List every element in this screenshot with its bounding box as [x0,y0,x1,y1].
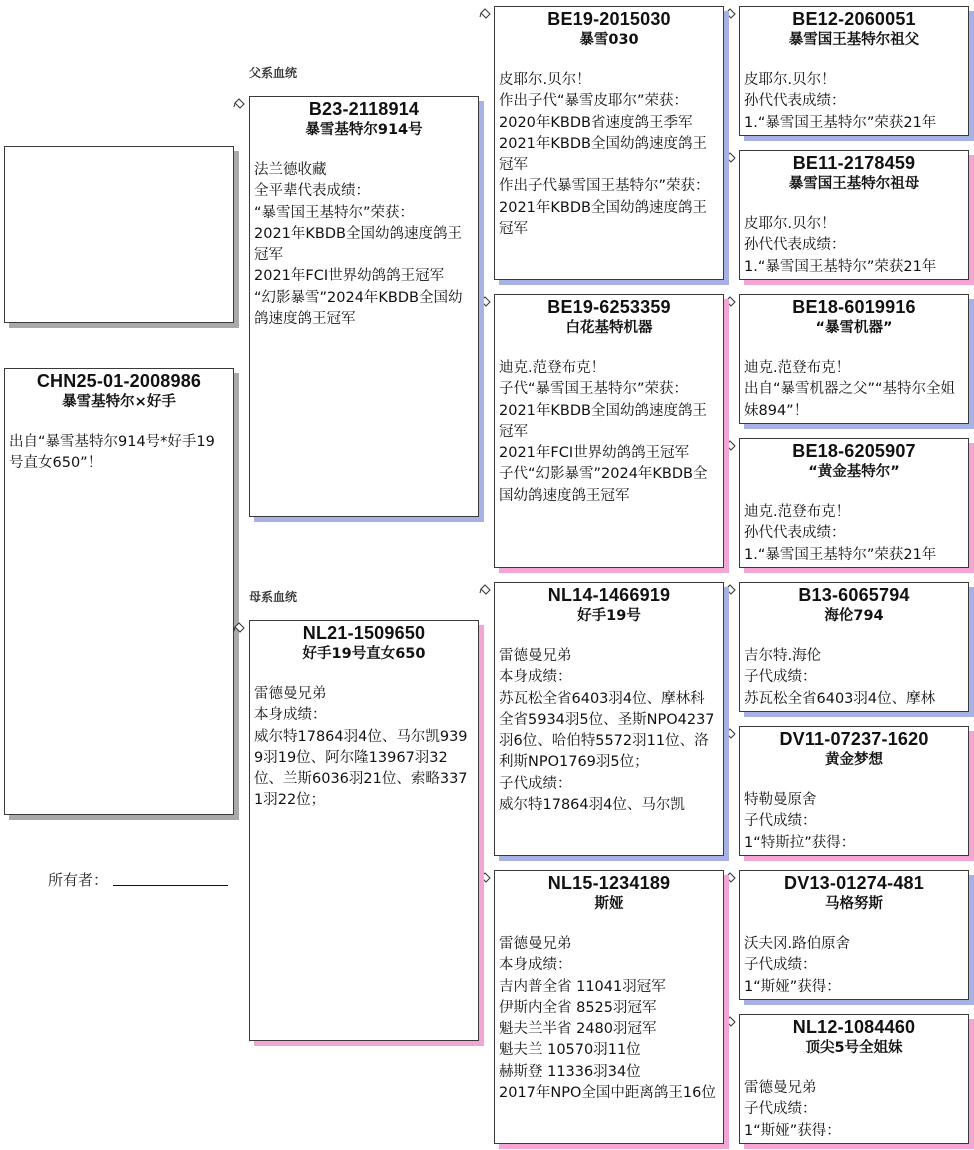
ggp4-ring: BE18-6205907 [792,441,916,461]
dam-sire-name: 好手19号 [577,608,641,624]
paint-bucket-icon[interactable] [723,295,737,309]
ggp5-ring: B13-6065794 [798,585,910,605]
sire-sire-text: 皮耶尔.贝尔！ 作出子代“暴雪皮耶尔”荣获： 2020年KBDB省速度鸽王季军 2021年KBDB全国幼鸽速度鸽王冠军 作出子代暴雪国王基特尔”荣获： 2021年KBDB全国幼鸽速度鸽王冠军 [499,72,710,238]
ggp1-name: 暴雪国王基特尔祖父 [788,32,920,48]
subject-name: 暴雪基特尔×好手 [62,394,176,410]
subject-text: 出自“暴雪基特尔914号*好手19号直女650”！ [9,434,215,472]
dam-dam-ring: NL15-1234189 [547,873,671,893]
ggp7-text: 沃夫冈.路伯原舍 子代成绩： 1“斯娅”获得： [744,936,851,995]
great-grandparent-card-8[interactable] [739,1014,969,1144]
sire-ring: B23-2118914 [308,99,420,119]
ggp2-name: 暴雪国王基特尔祖母 [788,176,920,192]
ggp7-name: 马格努斯 [825,896,883,912]
ggp1-ring: BE12-2060051 [792,9,916,29]
ggp8-text: 雷德曼兄弟 子代成绩： 1“斯娅”获得： [744,1080,841,1139]
sire-line-label: 父系血统 [249,66,298,80]
ggp8-name: 顶尖5号全姐妹 [805,1040,903,1056]
paint-bucket-icon[interactable] [723,583,737,597]
ggp5-name: 海伦794 [824,608,884,624]
ggp8-ring: NL12-1084460 [792,1017,916,1037]
dam-dam-card[interactable] [494,870,724,1144]
great-grandparent-card-3[interactable] [739,294,969,424]
dam-sire-card[interactable] [494,582,724,856]
dam-name: 好手19号直女650 [302,646,426,662]
sire-dam-card[interactable] [494,294,724,568]
dam-ring: NL21-1509650 [302,623,426,643]
photo-placeholder[interactable] [4,146,234,323]
dam-text: 雷德曼兄弟 本身成绩： 威尔特17864羽4位、马尔凯9399羽19位、阿尔隆13967羽32位、兰斯6036羽21位、索略3371羽22位； [254,686,468,809]
ggp2-text: 皮耶尔.贝尔！ 孙代代表成绩： 1.“暴雪国王基特尔”荣获21年 [744,216,937,275]
paint-bucket-icon[interactable] [478,7,492,21]
dam-sire-ring: NL14-1466919 [547,585,671,605]
subject-card[interactable] [4,368,234,815]
great-grandparent-card-4[interactable] [739,438,969,568]
great-grandparent-card-1[interactable] [739,6,969,136]
paint-bucket-icon[interactable] [723,871,737,885]
great-grandparent-card-2[interactable] [739,150,969,280]
ggp4-name: “黄金基特尔” [808,464,900,480]
ggp6-text: 特勒曼原舍 子代成绩： 1“特斯拉”获得： [744,792,856,851]
paint-bucket-icon[interactable] [232,97,246,111]
dam-dam-name: 斯娅 [594,896,624,912]
sire-dam-text: 迪克.范登布克！ 子代“暴雪国王基特尔”荣获： 2021年KBDB全国幼鸽速度鸽王冠军 2021年FCI世界幼鸽鸽王冠军 子代“幻影暴雪”2024年KBDB全国幼鸽速度鸽王冠军 [499,360,708,504]
subject-ring: CHN25-01-2008986 [36,371,202,391]
dam-dam-text: 雷德曼兄弟 本身成绩： 吉内普全省 11041羽冠军 伊斯内全省 8525羽冠军 魁夫兰半省 2480羽冠军 魁夫兰 10570羽11位 赫斯登 11336羽34位 2017年NPO全国中距离鸽王16位 [499,936,716,1102]
ggp6-ring: DV11-07237-1620 [779,729,929,749]
sire-sire-ring: BE19-2015030 [547,9,671,29]
sire-sire-card[interactable] [494,6,724,280]
great-grandparent-card-7[interactable] [739,870,969,1000]
sire-card[interactable] [249,96,479,517]
dam-card[interactable] [249,620,479,1041]
ggp5-text: 吉尔特.海伦 子代成绩： 苏瓦松全省6403羽4位、摩林 [744,648,936,707]
ggp1-text: 皮耶尔.贝尔！ 孙代代表成绩： 1.“暴雪国王基特尔”荣获21年 [744,72,937,131]
paint-bucket-icon[interactable] [723,439,737,453]
ggp2-ring: BE11-2178459 [792,153,916,173]
paint-bucket-icon[interactable] [723,727,737,741]
sire-dam-name: 白花基特机器 [565,320,653,336]
dam-sire-text: 雷德曼兄弟 本身成绩： 苏瓦松全省6403羽4位、摩林科全省5934羽5位、圣斯NPO4237羽6位、哈伯特5572羽11位、洛利斯NPO1769羽5位； 子代成绩： 威尔特17864羽4位、马尔凯 [499,648,715,814]
great-grandparent-card-5[interactable] [739,582,969,712]
owner-input-line[interactable] [113,885,228,886]
ggp3-ring: BE18-6019916 [792,297,916,317]
ggp7-ring: DV13-01274-481 [784,873,924,893]
paint-bucket-icon[interactable] [723,151,737,165]
sire-text: 法兰德收藏 全平辈代表成绩： “暴雪国王基特尔”荣获： 2021年KBDB全国幼鸽速度鸽王冠军 2021年FCI世界幼鸽鸽王冠军 “幻影暴雪”2024年KBDB全国幼鸽速度鸽王冠军 [254,162,463,328]
paint-bucket-icon[interactable] [232,621,246,635]
sire-sire-name: 暴雪030 [579,32,639,48]
dam-line-label: 母系血统 [249,590,298,604]
owner-label: 所有者： [48,871,109,889]
paint-bucket-icon[interactable] [723,1015,737,1029]
paint-bucket-icon[interactable] [478,583,492,597]
great-grandparent-card-6[interactable] [739,726,969,856]
ggp6-name: 黄金梦想 [825,752,883,768]
paint-bucket-icon[interactable] [478,871,492,885]
ggp3-name: “暴雪机器” [815,320,893,336]
paint-bucket-icon[interactable] [723,7,737,21]
sire-dam-ring: BE19-6253359 [547,297,671,317]
sire-name: 暴雪基特尔914号 [305,122,423,138]
ggp4-text: 迪克.范登布克！ 孙代代表成绩： 1.“暴雪国王基特尔”荣获21年 [744,504,937,563]
ggp3-text: 迪克.范登布克！ 出自“暴雪机器之父”“基特尔全姐妹894”！ [744,360,956,419]
paint-bucket-icon[interactable] [478,295,492,309]
